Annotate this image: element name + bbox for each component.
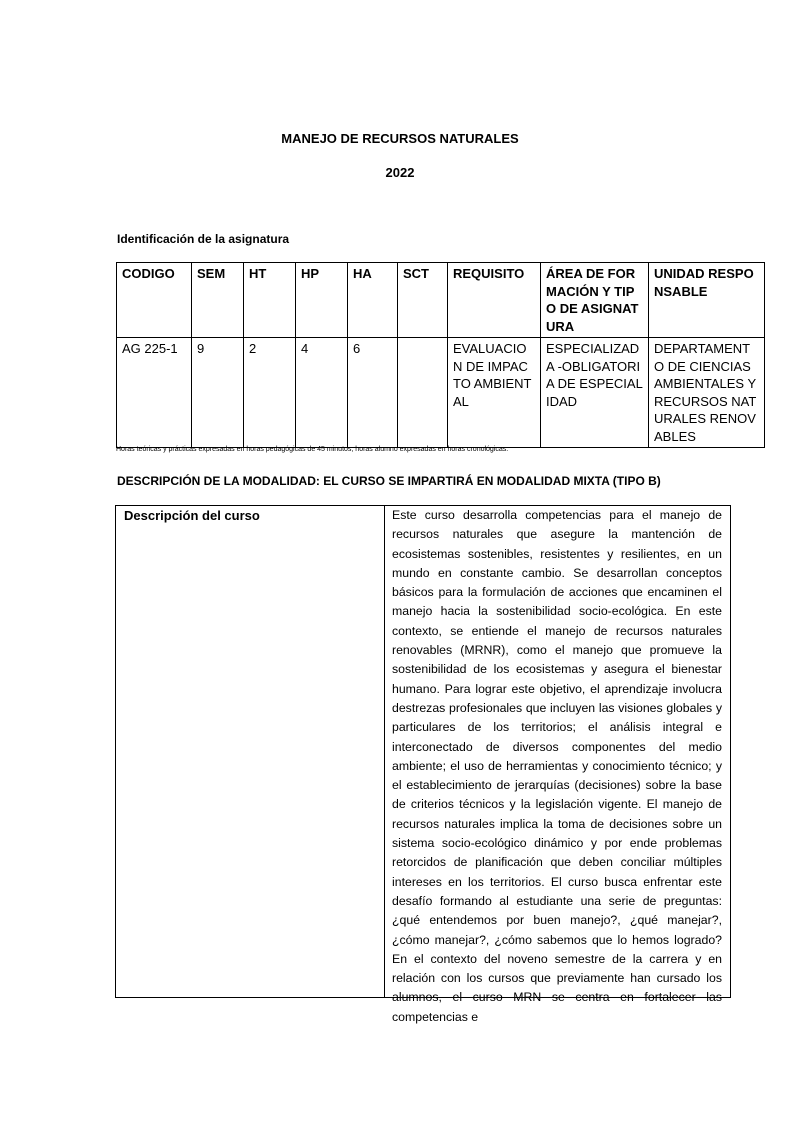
table-cell: 6 [348,338,398,448]
description-label: Descripción del curso [124,508,260,523]
course-description-table [115,505,731,1024]
table-cell: 2 [244,338,296,448]
header-cell: CODIGO [117,263,192,338]
table-cell: AG 225-1 [117,338,192,448]
header-cell: SEM [192,263,244,338]
modalidad-heading: DESCRIPCIÓN DE LA MODALIDAD: EL CURSO SE IMPARTIRÁ EN MODALIDAD MIXTA (TIPO B) [117,474,661,488]
header-cell: HP [296,263,348,338]
description-text: Este curso desarrolla competencias para el manejo de recursos naturales que asegure la mantención de ecosistemas sostenibles, resistentes y resilientes, en un mundo en constante cambio. Se desarrollan conceptos básicos para la formulación de acciones que encaminen el manejo hacia la sostenibilidad socio-ecológica. En este contexto, se entiende el manejo de recursos naturales renovables (MRNR), como el manejo que promueve la sostenibilidad de los ecosistemas y asegura el bienestar humano. Para lograr este objetivo, el aprendizaje involucra destrezas profesionales que incluyen las visiones globales y particulares de los territorios; el análisis integral e interconectado de diversos componentes del medio ambiente; el uso de herramientas y conocimiento técnico; y el establecimiento de jerarquías (decisiones) sobre la base de criterios técnicos y la legislación vigente. El manejo de recursos naturales implica la toma de decisiones sobre un sistema socio-ecológico dinámico y por ende problemas retorcidos de planificación que deben conciliar múltiples intereses en los territorios. El curso busca enfrentar este desafío formando al estudiante una serie de preguntas: ¿qué entendemos por buen manejo?, ¿qué manejar?, ¿cómo manejar?, ¿cómo sabemos que lo hemos logrado? En el contexto del noveno semestre de la carrera y en relación con los cursos que previamente han cursado los alumnos, el curso MRN se centra en fortalecer las competencias e [392,508,722,1024]
header-cell: REQUISITO [448,263,541,338]
document-title: MANEJO DE RECURSOS NATURALES [281,131,519,146]
column-divider [384,506,385,997]
header-cell: HA [348,263,398,338]
table-header-row [117,263,765,338]
table-cell: DEPARTAMENTO DE CIENCIAS AMBIENTALES Y RECURSOS NATURALES RENOVABLES [649,338,765,448]
table-cell: 4 [296,338,348,448]
hours-footnote: Horas teóricas y prácticas expresadas en horas pedagógicas de 45 minutos, horas alumno expresadas en horas cronológicas. [116,446,509,453]
header-cell: ÁREA DE FORMACIÓN Y TIPO DE ASIGNATURA [541,263,649,338]
table-cell [398,338,448,448]
table-cell: ESPECIALIZADA -OBLIGATORIA DE ESPECIALIDAD [541,338,649,448]
header-cell: UNIDAD RESPONSABLE [649,263,765,338]
header-cell: SCT [398,263,448,338]
header-cell: HT [244,263,296,338]
identification-table [116,262,765,448]
section-heading-identificacion: Identificación de la asignatura [117,232,290,246]
table-cell: 9 [192,338,244,448]
document-year: 2022 [385,165,415,180]
table-cell: EVALUACION DE IMPACTO AMBIENTAL [448,338,541,448]
table-row [117,338,765,448]
